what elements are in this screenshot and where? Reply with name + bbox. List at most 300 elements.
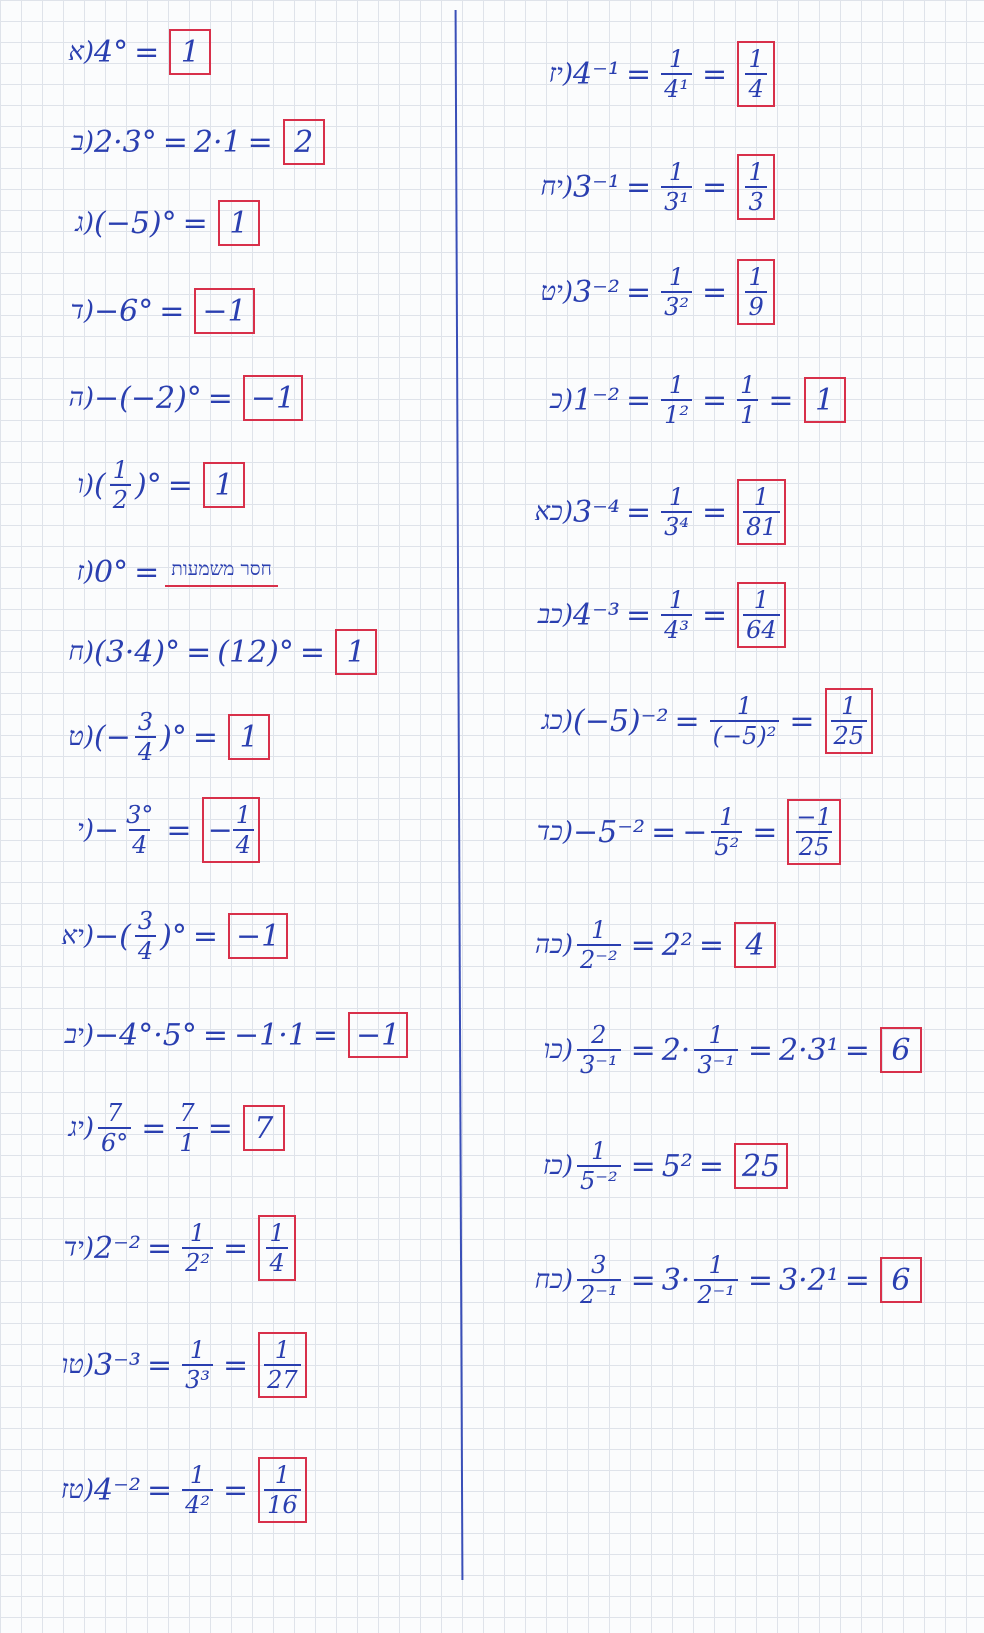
operator: = <box>146 1472 173 1508</box>
term: 1⁻² <box>573 382 620 418</box>
numerator: 1 <box>753 586 770 615</box>
math-expression <box>94 709 270 765</box>
term: 2⁻² <box>94 1230 141 1266</box>
operator: = <box>192 918 218 954</box>
answer-fraction <box>743 484 780 540</box>
math-expression <box>573 688 873 754</box>
answer-box <box>737 479 786 545</box>
numerator: 2 <box>591 1021 607 1050</box>
answer-value: 1 <box>346 634 366 670</box>
term: (− <box>94 719 131 755</box>
numerator: 1 <box>736 692 753 721</box>
answer-box <box>737 259 775 325</box>
exercise-label: (כה <box>534 930 573 960</box>
operator: = <box>299 634 325 670</box>
operator: = <box>146 1347 173 1383</box>
exercise-label: (כז <box>542 1151 573 1181</box>
answer-value: − <box>207 812 233 848</box>
answer-box <box>283 119 325 165</box>
exercise-row <box>32 906 288 966</box>
operator: = <box>747 1262 774 1298</box>
term: −6° <box>94 293 154 329</box>
fraction <box>577 1138 621 1194</box>
exercise-label: (טז <box>60 1475 94 1505</box>
operator: = <box>134 34 160 70</box>
answer-fraction <box>743 587 780 643</box>
exercise-row <box>32 455 245 515</box>
operator: = <box>625 274 652 310</box>
exercise-row <box>485 370 846 430</box>
math-expression <box>94 629 377 675</box>
denominator: 64 <box>743 614 780 643</box>
answer-fraction <box>745 46 766 102</box>
denominator: 3⁻¹ <box>694 1049 738 1078</box>
term: 4⁻² <box>94 1472 141 1508</box>
answer-box <box>734 1143 788 1189</box>
exercise-row <box>32 112 325 172</box>
exercise-label: (כד <box>536 817 573 847</box>
answer-fraction <box>745 159 766 215</box>
answer-box <box>737 154 775 220</box>
fraction <box>661 484 692 540</box>
denominator: 2⁻¹ <box>577 1279 621 1308</box>
operator: = <box>625 169 652 205</box>
operator: = <box>159 293 185 329</box>
fraction <box>661 46 692 102</box>
exercise-label: (טו <box>61 1350 94 1380</box>
denominator: 81 <box>743 511 780 540</box>
numerator: 1 <box>753 483 770 512</box>
term: )° <box>135 467 162 503</box>
numerator: 3 <box>137 907 154 936</box>
fraction <box>737 372 758 428</box>
operator: = <box>192 719 218 755</box>
term: )° <box>160 719 187 755</box>
operator: = <box>698 1148 724 1184</box>
math-expression <box>94 1332 307 1398</box>
operator: = <box>141 1110 167 1146</box>
answer-box <box>218 200 260 246</box>
exercise-label: (ח <box>68 637 94 667</box>
answer-value: 2 <box>294 124 314 160</box>
numerator: 1 <box>748 45 764 74</box>
operator: = <box>844 1032 870 1068</box>
term: 2· <box>661 1032 691 1068</box>
operator: = <box>752 814 778 850</box>
operator: = <box>625 597 652 633</box>
operator: = <box>207 1110 233 1146</box>
numerator: −1 <box>796 803 832 832</box>
term: 2·3° <box>94 124 157 160</box>
numerator: 1 <box>591 1137 607 1166</box>
denominator: 3⁴ <box>661 511 692 540</box>
term: 3·2¹ <box>779 1262 839 1298</box>
fraction <box>577 917 621 973</box>
answer-value: 1 <box>239 719 259 755</box>
numerator: 1 <box>740 371 756 400</box>
denominator: 25 <box>831 720 868 749</box>
answer-box <box>203 462 245 508</box>
term: 3⁻³ <box>94 1347 141 1383</box>
term: 2² <box>661 927 693 963</box>
operator: = <box>789 703 815 739</box>
numerator: 1 <box>189 1219 206 1248</box>
term: 3⁻⁴ <box>573 494 620 530</box>
operator: = <box>186 634 212 670</box>
exercise-row <box>485 1250 922 1310</box>
operator: = <box>698 927 724 963</box>
answer-box <box>348 1012 408 1058</box>
fraction <box>577 1022 621 1078</box>
operator: = <box>844 1262 870 1298</box>
numerator: 1 <box>274 1461 291 1490</box>
answer-fraction <box>264 1462 301 1518</box>
exercise-label: (ו <box>77 470 94 500</box>
term: − <box>682 814 708 850</box>
fraction <box>661 264 692 320</box>
answer-value: 7 <box>254 1110 274 1146</box>
answer-fraction <box>233 802 254 858</box>
fraction <box>135 709 156 765</box>
math-expression <box>573 259 775 325</box>
answer-value: −1 <box>250 380 296 416</box>
answer-box <box>228 913 288 959</box>
exercise-label: (ה <box>68 383 94 413</box>
numerator: 1 <box>274 1336 291 1365</box>
math-expression <box>573 799 841 865</box>
answer-value: 1 <box>815 382 835 418</box>
answer-box <box>258 1215 296 1281</box>
exercise-row <box>32 1460 307 1520</box>
fraction <box>661 587 692 643</box>
exercise-label: (י <box>77 815 94 845</box>
answer-box <box>804 377 846 423</box>
term: −( <box>94 918 131 954</box>
numerator: 1 <box>841 692 857 721</box>
denominator: 1 <box>176 1127 197 1156</box>
exercise-label: (ט <box>68 722 94 752</box>
fraction <box>711 804 742 860</box>
operator: = <box>167 467 193 503</box>
term: (−5)⁻² <box>573 703 669 739</box>
answer-value: −1 <box>356 1017 401 1053</box>
term: −(−2)° <box>94 380 202 416</box>
exercise-label: (כב <box>537 600 573 630</box>
operator: = <box>162 124 188 160</box>
denominator: 9 <box>745 291 766 320</box>
answer-box <box>194 288 254 334</box>
numerator: 1 <box>668 158 685 187</box>
math-expression <box>573 582 786 648</box>
math-expression <box>94 457 245 513</box>
operator: = <box>222 1230 249 1266</box>
math-expression <box>94 29 211 75</box>
operator: = <box>701 169 728 205</box>
operator: = <box>701 274 728 310</box>
exercise-label: (ד <box>70 296 94 326</box>
term: )° <box>160 918 187 954</box>
answer-box <box>202 797 260 863</box>
operator: = <box>701 597 728 633</box>
answer-box <box>825 688 874 754</box>
denominator: 4 <box>135 935 156 964</box>
answer-box <box>787 799 840 865</box>
answer-box <box>258 1332 307 1398</box>
operator: = <box>630 1032 656 1068</box>
numerator: 7 <box>107 1099 123 1128</box>
fraction <box>98 1100 131 1156</box>
numerator: 1 <box>591 916 607 945</box>
exercise-label: (א <box>68 37 94 67</box>
exercise-row <box>32 622 377 682</box>
numerator: 3° <box>126 801 154 830</box>
term: 3⁻² <box>573 274 620 310</box>
exercise-label: (ג <box>75 208 94 238</box>
math-expression <box>573 917 776 973</box>
term: −5⁻² <box>573 814 646 850</box>
exercise-label: (כו <box>543 1035 573 1065</box>
denominator: 1 <box>737 399 758 428</box>
numerator: 3 <box>137 708 154 737</box>
denominator: 3¹ <box>661 186 692 215</box>
numerator: 1 <box>668 371 685 400</box>
column-divider <box>455 10 464 1580</box>
exercise-label: (יח <box>540 172 573 202</box>
numerator: 1 <box>189 1461 206 1490</box>
exercise-label: (יז <box>548 59 573 89</box>
term: (12)° <box>217 634 294 670</box>
operator: = <box>312 1017 338 1053</box>
answer-box <box>880 1027 922 1073</box>
answer-box <box>737 582 786 648</box>
operator: = <box>222 1347 249 1383</box>
operator: = <box>630 1262 656 1298</box>
denominator: 5⁻² <box>577 1165 621 1194</box>
denominator: 5² <box>711 831 742 860</box>
operator: = <box>625 382 652 418</box>
denominator: 4 <box>129 829 150 858</box>
note <box>165 558 278 587</box>
math-expression <box>573 41 775 107</box>
denominator: 4³ <box>661 614 692 643</box>
exercise-label: (כג <box>541 706 573 736</box>
denominator: 16 <box>264 1489 301 1518</box>
exercise-row <box>32 1005 408 1065</box>
fraction <box>694 1252 738 1308</box>
operator: = <box>630 927 656 963</box>
math-expression <box>94 555 278 590</box>
fraction <box>182 1337 213 1393</box>
exercise-row <box>32 542 278 602</box>
operator: = <box>747 1032 774 1068</box>
operator: = <box>166 812 192 848</box>
numerator: 1 <box>235 801 251 830</box>
numerator: 7 <box>179 1099 195 1128</box>
exercise-row <box>485 44 775 104</box>
answer-value: 1 <box>214 467 234 503</box>
numerator: 1 <box>112 456 128 485</box>
answer-box <box>335 629 377 675</box>
fraction <box>577 1252 621 1308</box>
answer-box <box>737 41 775 107</box>
term: 2·1 <box>193 124 242 160</box>
operator: = <box>146 1230 173 1266</box>
operator: = <box>182 205 208 241</box>
denominator: 1² <box>661 399 692 428</box>
term: 5² <box>661 1148 693 1184</box>
numerator: 3 <box>591 1251 607 1280</box>
math-expression <box>94 797 260 863</box>
numerator: 1 <box>668 483 685 512</box>
exercise-row <box>485 482 786 542</box>
answer-fraction <box>266 1220 287 1276</box>
answer-value: −1 <box>202 293 247 329</box>
exercise-label: (יא <box>61 921 94 951</box>
math-expression <box>94 1215 296 1281</box>
exercise-row <box>32 281 255 341</box>
math-expression <box>94 1100 285 1156</box>
answer-fraction <box>745 264 766 320</box>
numerator: 1 <box>708 1251 724 1280</box>
answer-box <box>734 922 776 968</box>
answer-value: 1 <box>229 205 249 241</box>
term: 3· <box>661 1262 691 1298</box>
math-expression <box>94 375 303 421</box>
numerator: 1 <box>668 45 685 74</box>
operator: = <box>701 494 728 530</box>
exercise-row <box>32 1335 307 1395</box>
denominator: 27 <box>264 1364 301 1393</box>
denominator: 6° <box>98 1127 131 1156</box>
math-expression <box>94 1457 307 1523</box>
numerator: 1 <box>269 1219 285 1248</box>
numerator: 1 <box>748 263 764 292</box>
denominator: 4 <box>233 829 254 858</box>
exercise-row <box>485 1136 788 1196</box>
term: (3·4)° <box>94 634 181 670</box>
operator: = <box>202 1017 228 1053</box>
answer-box <box>169 29 211 75</box>
answer-fraction <box>793 804 834 860</box>
fraction <box>123 802 156 858</box>
denominator: 3 <box>745 186 766 215</box>
answer-fraction <box>264 1337 301 1393</box>
denominator: 3⁻¹ <box>577 1049 621 1078</box>
exercise-label: (כא <box>534 497 573 527</box>
operator: = <box>768 382 794 418</box>
fraction <box>182 1220 213 1276</box>
answer-box <box>228 714 270 760</box>
fraction <box>110 457 131 513</box>
answer-box <box>243 1105 285 1151</box>
answer-value: 6 <box>891 1262 911 1298</box>
exercise-label: (יד <box>63 1233 94 1263</box>
fraction <box>176 1100 197 1156</box>
exercise-label: (יג <box>68 1113 94 1143</box>
math-expression <box>94 1012 408 1058</box>
math-expression <box>573 1138 788 1194</box>
numerator: 1 <box>719 803 735 832</box>
numerator: 1 <box>708 1021 724 1050</box>
math-expression <box>573 372 846 428</box>
denominator: 2² <box>182 1247 213 1276</box>
numerator: 1 <box>668 263 685 292</box>
denominator: 4 <box>745 73 766 102</box>
exercise-row <box>32 368 303 428</box>
term: 2·3¹ <box>779 1032 839 1068</box>
numerator: 1 <box>748 158 764 187</box>
math-expression <box>94 119 325 165</box>
exercise-label: (ז <box>76 557 94 587</box>
denominator: 4 <box>266 1247 287 1276</box>
term: 3⁻¹ <box>573 169 620 205</box>
answer-value: −1 <box>235 918 281 954</box>
math-expression <box>573 1252 922 1308</box>
exercise-row <box>32 1098 285 1158</box>
exercise-row <box>485 157 775 217</box>
exercise-row <box>485 915 776 975</box>
exercise-row <box>32 22 211 82</box>
term: (−5)° <box>94 205 177 241</box>
term: −1·1 <box>234 1017 307 1053</box>
answer-value: 1 <box>180 34 200 70</box>
operator: = <box>134 554 160 590</box>
exercise-row <box>485 1020 922 1080</box>
operator: = <box>207 380 233 416</box>
answer-fraction <box>831 693 868 749</box>
operator: = <box>630 1148 656 1184</box>
math-expression <box>573 479 786 545</box>
note-text: חסר משמעות <box>165 558 278 587</box>
term: − <box>94 812 120 848</box>
denominator: 3³ <box>182 1364 213 1393</box>
math-expression <box>573 1022 922 1078</box>
operator: = <box>247 124 273 160</box>
denominator: 3² <box>661 291 692 320</box>
answer-value: 6 <box>891 1032 911 1068</box>
denominator: 2 <box>110 484 131 513</box>
denominator: 4¹ <box>661 73 692 102</box>
exercise-label: (כ <box>550 385 573 415</box>
operator: = <box>701 56 728 92</box>
fraction <box>661 372 692 428</box>
term: 4⁻³ <box>573 597 620 633</box>
exercise-label: (כח <box>534 1265 573 1295</box>
exercise-label: (יט <box>540 277 573 307</box>
exercise-row <box>485 585 786 645</box>
term: 0° <box>94 554 129 590</box>
fraction <box>135 908 156 964</box>
term: 4° <box>94 34 129 70</box>
denominator: (−5)² <box>710 720 780 749</box>
denominator: 2⁻¹ <box>694 1279 738 1308</box>
exercise-row <box>485 802 841 862</box>
exercise-row <box>32 193 260 253</box>
math-expression <box>94 908 288 964</box>
answer-box <box>243 375 303 421</box>
numerator: 1 <box>189 1336 206 1365</box>
answer-box <box>880 1257 922 1303</box>
answer-value: 4 <box>745 927 765 963</box>
answer-value: 25 <box>741 1148 781 1184</box>
math-expression <box>94 288 255 334</box>
term: 4⁻¹ <box>573 56 620 92</box>
operator: = <box>651 814 677 850</box>
exercise-row <box>485 691 873 751</box>
fraction <box>661 159 692 215</box>
denominator: 2⁻² <box>577 944 621 973</box>
denominator: 4 <box>135 736 156 765</box>
